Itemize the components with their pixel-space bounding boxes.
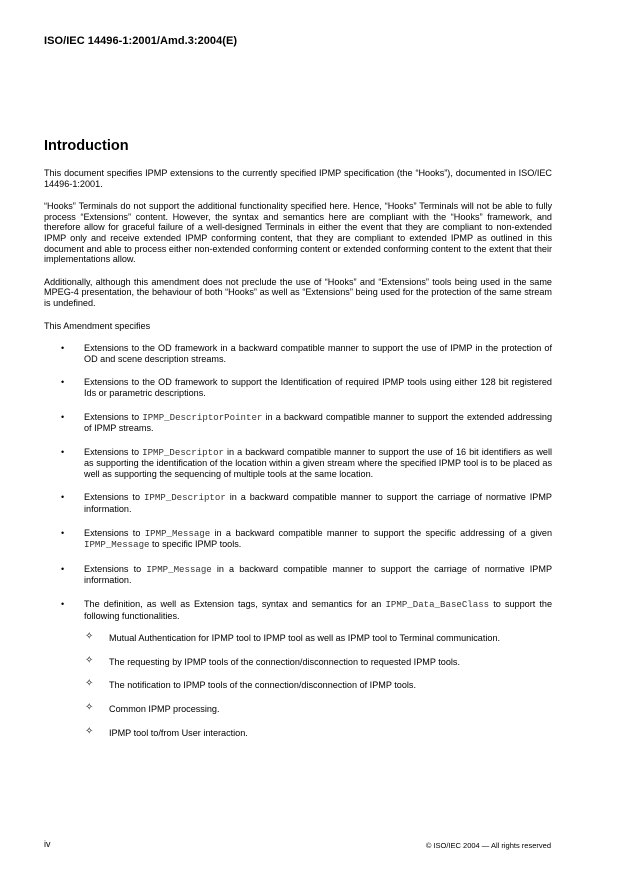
bullet-icon: • [61, 377, 65, 388]
paragraph: This document specifies IPMP extensions to the currently specified IPMP specification (the “Hooks”), documented in ISO/IEC 14496-1:2001. [44, 168, 552, 189]
functionality-sublist [84, 633, 552, 738]
bullet-icon: • [61, 599, 65, 610]
list-item: • Extensions to the OD framework in a backward compatible manner to support the use of IPMP in the protection of OD and scene description streams. [61, 343, 552, 364]
list-item: • Extensions to IPMP_Descriptor in a backward compatible manner to support the use of 16 bit identifiers as well as supporting the identification of the location within a given stream where the specified IPMP tool is to be placed as well as supporting the sequencing of multiple tools at the same location. [61, 446, 552, 479]
bullet-icon: • [61, 411, 65, 422]
code-identifier: IPMP_Descriptor [143, 492, 226, 504]
code-identifier: IPMP_Message [144, 527, 211, 539]
code-identifier: IPMP_DescriptorPointer [142, 411, 263, 423]
sub-list-item: ✧ Mutual Authentication for IPMP tool to IPMP tool as well as IPMP tool to Terminal communication. [85, 631, 501, 644]
amendment-list [44, 343, 552, 738]
list-item: • Extensions to IPMP_Descriptor in a backward compatible manner to support the carriage of normative IPMP information. [61, 492, 552, 515]
sub-list-item: ✧ IPMP tool to/from User interaction. [85, 725, 248, 738]
bullet-icon: • [61, 527, 65, 538]
sub-list-item: ✧ The notification to IPMP tools of the connection/disconnection of IPMP tools. [85, 678, 417, 691]
bullet-icon: • [61, 446, 65, 457]
document-body [44, 138, 552, 751]
list-item: • Extensions to the OD framework to support the Identification of required IPMP tools using either 128 bit registered Ids or parametric descriptions. [61, 377, 552, 398]
sub-list-item: ✧ The requesting by IPMP tools of the connection/disconnection to requested IPMP tools. [85, 654, 460, 667]
bullet-icon: • [61, 563, 65, 574]
section-title: Introduction [44, 138, 129, 154]
diamond-bullet-icon: ✧ [85, 725, 94, 737]
list-item: • The definition, as well as Extension tags, syntax and semantics for an IPMP_Data_BaseClass to support the following functionalities. ✧ Mutual Authentication for IPMP tool to IPMP tool as well as IPMP tool to Terminal communication. ✧ The requesting by IPMP tools of the connection/disconnection to requested IPMP tools. ✧ The notification to IPMP tools of the connection/disconnection of IPMP tools. ✧ Common IPMP processing. ✧ IPMP tool to/from User interaction. [61, 599, 552, 738]
diamond-bullet-icon: ✧ [85, 678, 94, 690]
code-identifier: IPMP_Message [146, 563, 212, 575]
list-item: • Extensions to IPMP_DescriptorPointer in a backward compatible manner to support the extended addressing of IPMP streams. [61, 411, 552, 434]
list-item: • Extensions to IPMP_Message in a backward compatible manner to support the carriage of normative IPMP information. [61, 563, 553, 586]
bullet-icon: • [61, 343, 65, 354]
sub-list-item: ✧ Common IPMP processing. [85, 702, 220, 714]
copyright-notice: © ISO/IEC 2004 — All rights reserved [425, 841, 551, 850]
paragraph: Additionally, although this amendment does not preclude the use of “Hooks” and “Extensions” tools being used in the same MPEG-4 presentation, the behaviour of both “Hooks” as well as “Extensions” being used for the protection of the same stream is undefined. [44, 276, 552, 308]
code-identifier: IPMP_Data_BaseClass [385, 599, 490, 611]
paragraph: “Hooks” Terminals do not support the additional functionality specified here. Hence, “Hooks” Terminals will not be able to fully process “Extensions” content. However, the syntax and semantics here are compliant with the “Hooks” framework, and therefore allow for graceful failure of a well-designed Terminals in either the event that they are compliant to non-extended IPMP only and receive extended IPMP conforming content, that they are compliant to extended IPMP as outlined in this document and able to process either non-extended conforming content or extended conforming content to the extent that their implementations allow. [44, 201, 552, 265]
document-header: ISO/IEC 14496-1:2001/Amd.3:2004(E) [44, 35, 238, 47]
page-number: iv [44, 839, 51, 849]
paragraph: This Amendment specifies [44, 320, 151, 331]
diamond-bullet-icon: ✧ [85, 631, 94, 643]
code-identifier: IPMP_Descriptor [142, 446, 224, 458]
list-item: • Extensions to IPMP_Message in a backward compatible manner to support the specific addressing of a given IPMP_Message to specific IPMP tools. [61, 527, 552, 551]
diamond-bullet-icon: ✧ [85, 702, 94, 713]
diamond-bullet-icon: ✧ [85, 654, 94, 666]
code-identifier: IPMP_Message [84, 539, 150, 551]
bullet-icon: • [61, 492, 65, 503]
